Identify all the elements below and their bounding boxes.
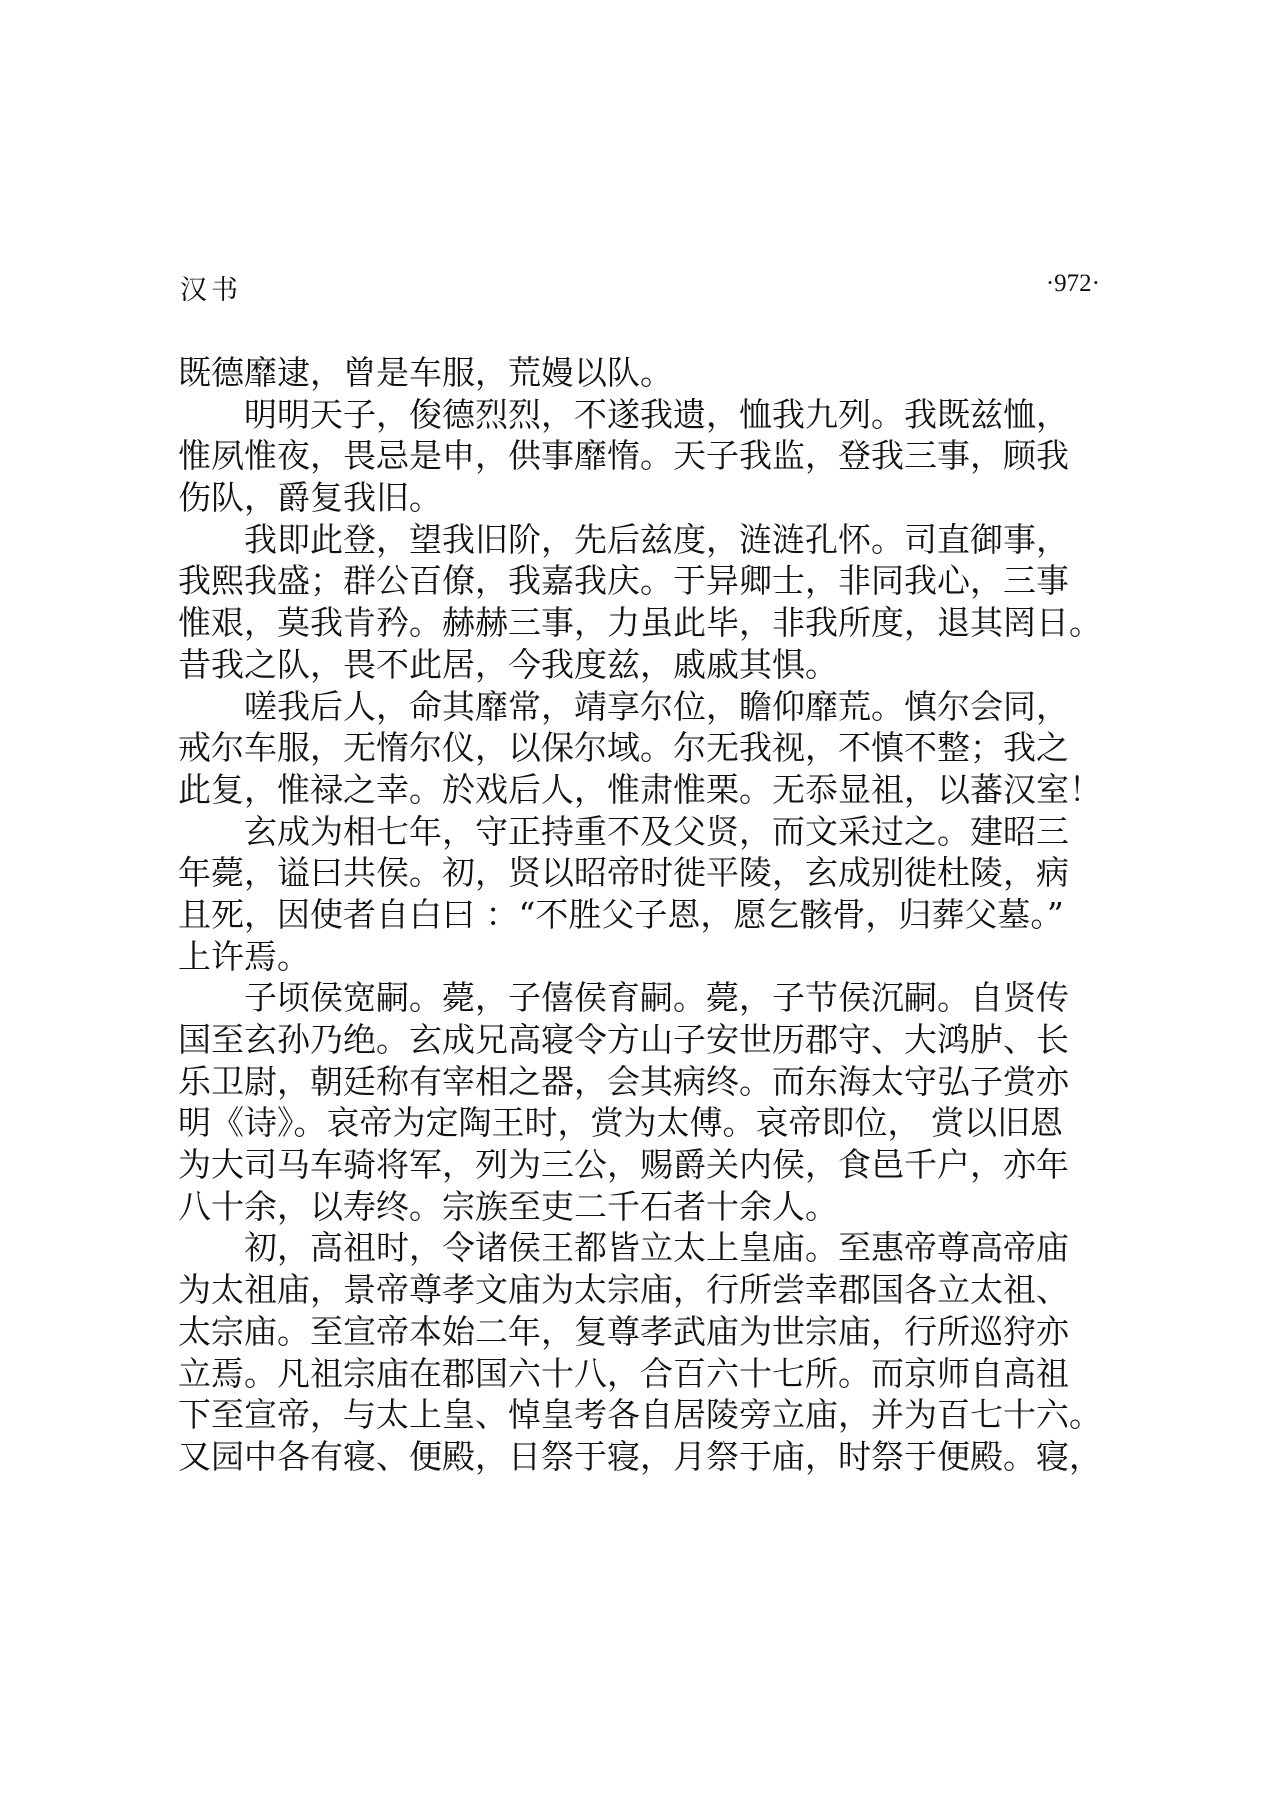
text-line: 伤队，爵复我旧。 [178, 478, 442, 518]
text-line: 八十余，以寿终。宗族至吏二千石者十余人。 [178, 1186, 838, 1226]
text-line: 既德靡逮，曾是车服，荒嫚以队。 [178, 353, 673, 392]
page-header [180, 268, 1100, 308]
text-line: 子顷侯宽嗣。薨，子僖侯育嗣。薨，子节侯沉嗣。自贤传 [244, 978, 1069, 1018]
text-line: 玄成为相七年，守正持重不及父贤，而文采过之。建昭三 [244, 811, 1069, 851]
text-line: 年薨，谥曰共侯。初，贤以昭帝时徙平陵，玄成别徙杜陵，病 [178, 853, 1069, 893]
text-line: 初，高祖时，令诸侯王都皆立太上皇庙。至惠帝尊高帝庙 [244, 1228, 1069, 1268]
text-line: 嗟我后人，命其靡常，靖享尔位，瞻仰靡荒。慎尔会同， [244, 686, 1069, 726]
text-line: 立焉。凡祖宗庙在郡国六十八，合百六十七所。而京师自高祖 [178, 1353, 1069, 1393]
text-line: 惟夙惟夜，畏忌是申，供事靡惰。天子我监，登我三事，顾我 [178, 436, 1069, 476]
text-line: 且死，因使者自白曰 ：“不胜父子恩，愿乞骸骨，归葬父墓。” [178, 894, 1064, 934]
text-line: 乐卫尉，朝廷称有宰相之器，会其病终。而东海太守弘子赏亦 [178, 1061, 1069, 1101]
text-line: 上许焉。 [178, 936, 310, 976]
text-line: 为太祖庙，景帝尊孝文庙为太宗庙，行所尝幸郡国各立太祖、 [178, 1270, 1069, 1310]
text-line: 惟艰，莫我肯矜。赫赫三事，力虽此毕，非我所度，退其罔日。 [178, 603, 1102, 643]
text-line: 我即此登，望我旧阶，先后兹度，涟涟孔怀。司直御事， [244, 519, 1069, 559]
text-line: 国至玄孙乃绝。玄成兄高寝令方山子安世历郡守、大鸿胪、长 [178, 1020, 1069, 1059]
page-number: ·972· [1045, 270, 1100, 297]
text-line: 明《诗》。哀帝为定陶王时，赏为太傅。哀帝即位， 赏以旧恩 [178, 1103, 1063, 1143]
book-title: 汉书 [180, 275, 242, 306]
text-line: 下至宣帝，与太上皇、悼皇考各自居陵旁立庙，并为百七十六。 [178, 1395, 1102, 1435]
text-line: 明明天子，俊德烈烈，不遂我遗，恤我九列。我既兹恤， [244, 394, 1069, 434]
text-body [178, 352, 1103, 1478]
text-line: 我熙我盛；群公百僚，我嘉我庆。于异卿士，非同我心，三事 [178, 561, 1069, 601]
text-line: 此复，惟禄之幸。於戏后人，惟肃惟栗。无忝显祖，以蕃汉室！ [178, 769, 1102, 809]
text-line: 太宗庙。至宣帝本始二年，复尊孝武庙为世宗庙，行所巡狩亦 [178, 1311, 1069, 1351]
text-line: 昔我之队，畏不此居，今我度兹，戚戚其惧。 [178, 644, 838, 684]
text-line: 又园中各有寝、便殿，日祭于寝，月祭于庙，时祭于便殿。寝， [178, 1436, 1102, 1476]
text-line: 为大司马车骑将军，列为三公，赐爵关内侯，食邑千户，亦年 [178, 1145, 1069, 1185]
text-line: 戒尔车服，无惰尔仪，以保尔域。尔无我视，不慎不整；我之 [178, 728, 1069, 768]
